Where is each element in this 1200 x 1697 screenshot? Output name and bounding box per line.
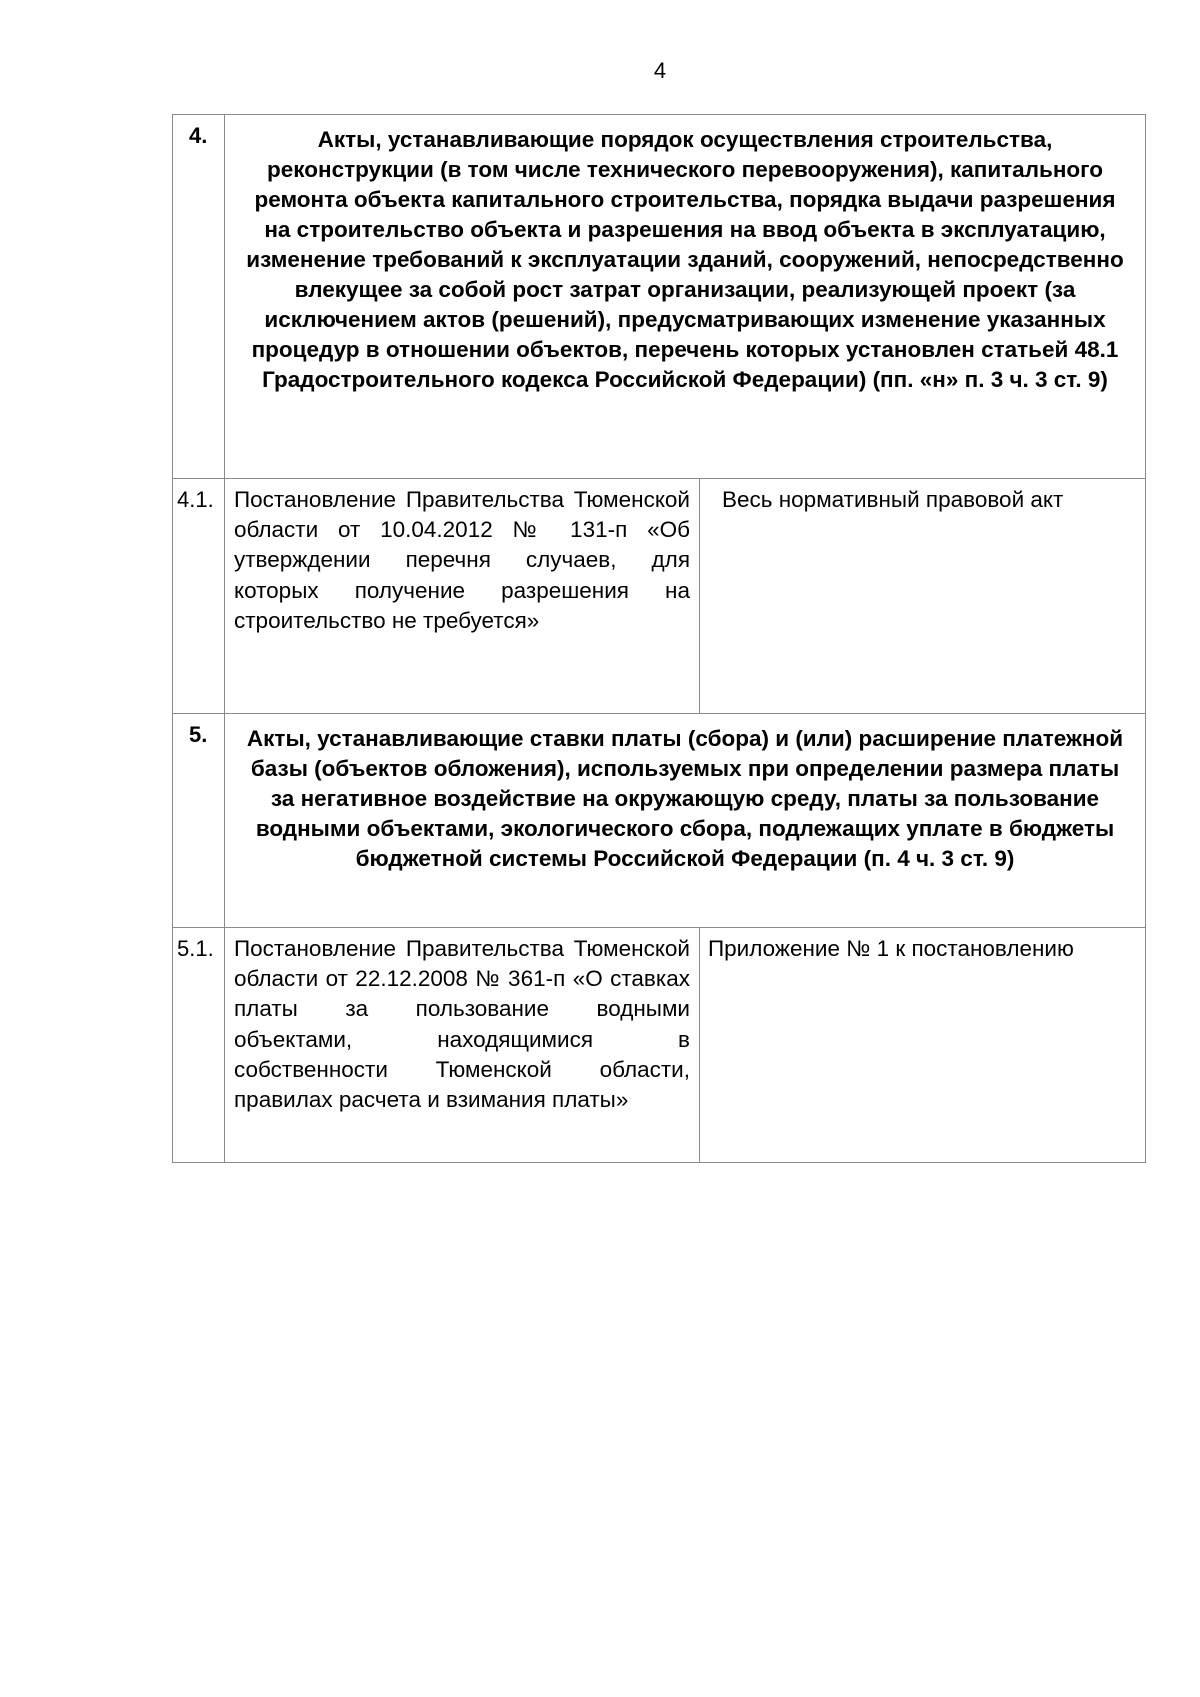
item-part: Приложение № 1 к постановлению xyxy=(700,928,1146,1163)
item-part: Весь нормативный правовой акт xyxy=(700,479,1146,714)
item-document: Постановление Правительства Тюменской области от 10.04.2012 № 131-п «Об утверждении перечня случаев, для которых получение разрешения на строительство не требуется» xyxy=(225,479,700,714)
item-number: 5.1. xyxy=(173,928,225,1163)
section-title: Акты, устанавливающие ставки платы (сбора) и (или) расширение платежной базы (объектов обложения), используемых при определении размера платы за негативное воздействие на окружающую среду, платы за пользование водными объектами, экологического сбора, подлежащих уплате в бюджеты бюджетной системы Российской Федерации (п. 4 ч. 3 ст. 9) xyxy=(225,714,1146,928)
table-row xyxy=(173,928,1146,1163)
item-document: Постановление Правительства Тюменской области от 22.12.2008 № 361-п «О ставках платы за пользование водными объектами, находящимися в собственности Тюменской области, правилах расчета и взимания платы» xyxy=(225,928,700,1163)
section-title: Акты, устанавливающие порядок осуществления строительства, реконструкции (в том числе технического перевооружения), капитального ремонта объекта капитального строительства, порядка выдачи разрешения на строительство объекта и разрешения на ввод объекта в эксплуатацию, изменение требований к эксплуатации зданий, сооружений, непосредственно влекущее за собой рост затрат организации, реализующей проект (за исключением актов (решений), предусматривающих изменение указанных процедур в отношении объектов, перечень которых установлен статьей 48.1 Градостроительного кодекса Российской Федерации) (пп. «н» п. 3 ч. 3 ст. 9) xyxy=(225,115,1146,479)
page-number: 4 xyxy=(653,58,667,83)
item-number: 4.1. xyxy=(173,479,225,714)
section-number: 5. xyxy=(173,714,225,928)
section-number: 4. xyxy=(173,115,225,479)
section-row-4 xyxy=(173,115,1146,479)
section-row-5 xyxy=(173,714,1146,928)
table-row xyxy=(173,479,1146,714)
acts-table xyxy=(172,114,1146,1163)
